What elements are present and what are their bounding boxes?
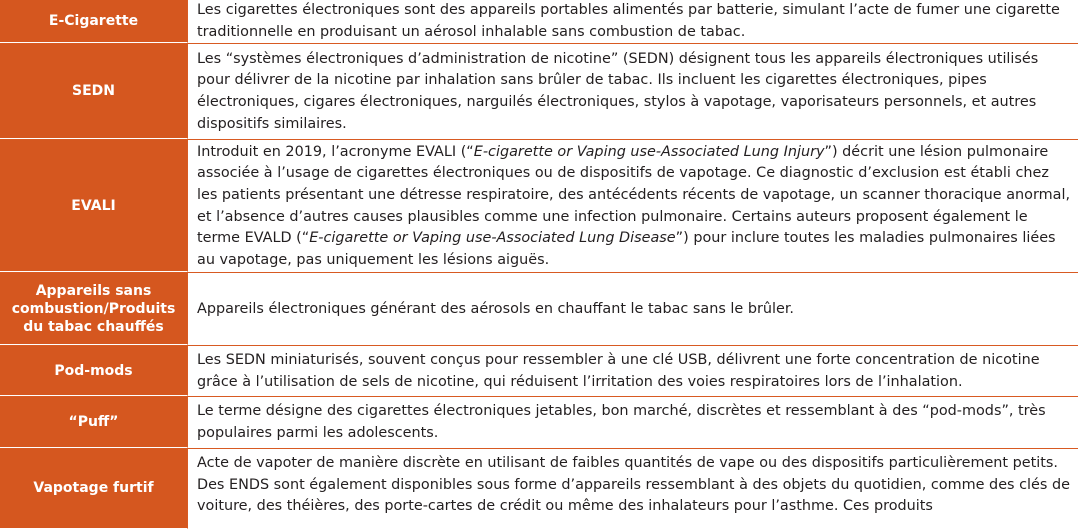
definition-text: Acte de vapoter de manière discrète en utilisant de faibles quantités de vape ou des dispositifs particulièrement petits. Des ENDS sont également disponibles sous forme d’appareils ressemblant à des objets du quotidien, comme des clés de voiture, des théières, des porte-cartes de crédit ou même des inhalateurs pour l’asthme. Ces produits <box>197 455 1070 515</box>
definition-text: Les SEDN miniaturisés, souvent conçus pour ressembler à une clé USB, délivrent une forte concentration de nicotine grâce à l’utilisation de sels de nicotine, qui réduisent l’irritation des voies respiratoires lors de l’inhalation. <box>197 351 1040 390</box>
definition-cell <box>188 346 1078 396</box>
term-cell: EVALI <box>0 140 188 272</box>
term-cell: Vapotage furtif <box>0 449 188 529</box>
term-cell: “Puff” <box>0 397 188 448</box>
table-row <box>0 397 1078 449</box>
definition-cell <box>188 397 1078 448</box>
table-row <box>0 273 1078 346</box>
definition-cell <box>188 0 1078 43</box>
definition-text: Appareils électroniques générant des aérosols en chauffant le tabac sans le brûler. <box>197 300 795 317</box>
term-cell: SEDN <box>0 44 188 139</box>
table-row <box>0 44 1078 140</box>
definition-cell <box>188 273 1078 345</box>
definition-cell <box>188 44 1078 139</box>
definition-emphasis: E-cigarette or Vaping use-Associated Lung Disease <box>309 230 676 247</box>
definition-text: Le terme désigne des cigarettes électroniques jetables, bon marché, discrètes et ressemblant à des “pod-mods”, très populaires parmi les adolescents. <box>197 403 1046 441</box>
table-row <box>0 449 1078 529</box>
definition-segment: ”) décrit une lésion pulmonaire associée à l’usage de cigarettes électroniques ou de dispositifs de vapotage. Ce diagnostic d’exclusion est établi chez les patients présentant une détresse respiratoire, des antécédents récents de vapotage, un scanner thoracique anormal, et l’absence d’autres causes plausibles comme une infection pulmonaire. Certains auteurs proposent également le terme EVALD (“ <box>197 143 1071 247</box>
definition-cell <box>188 140 1078 272</box>
table-row <box>0 0 1078 44</box>
definition-text <box>197 142 1072 272</box>
table-row <box>0 140 1078 273</box>
term-cell: E-Cigarette <box>0 0 188 43</box>
definition-text: Les “systèmes électroniques d’administration de nicotine” (SEDN) désignent tous les appareils électroniques utilisés pour délivrer de la nicotine par inhalation sans brûler de tabac. Ils incluent les cigarettes électroniques, pipes électroniques, cigares électroniques, narguilés électroniques, stylos à vapotage, vaporisateurs personnels, et autres dispositifs similaires. <box>197 50 1039 132</box>
term-cell: Appareils sans combustion/Produits du tabac chauffés <box>0 273 188 345</box>
term-cell: Pod-mods <box>0 346 188 396</box>
definition-cell <box>188 449 1078 529</box>
definition-emphasis: E-cigarette or Vaping use-Associated Lung Injury <box>473 143 825 160</box>
definition-text: Les cigarettes électroniques sont des appareils portables alimentés par batterie, simulant l’acte de fumer une cigarette traditionnelle en produisant un aérosol inhalable sans combustion de tabac. <box>197 2 1060 40</box>
definition-segment: Introduit en 2019, l’acronyme EVALI (“ <box>197 143 474 160</box>
definition-segment: ”) pour inclure toutes les maladies pulmonaires liées au vapotage, pas uniquement les lésions aiguës. <box>197 230 1056 268</box>
table-row <box>0 346 1078 397</box>
